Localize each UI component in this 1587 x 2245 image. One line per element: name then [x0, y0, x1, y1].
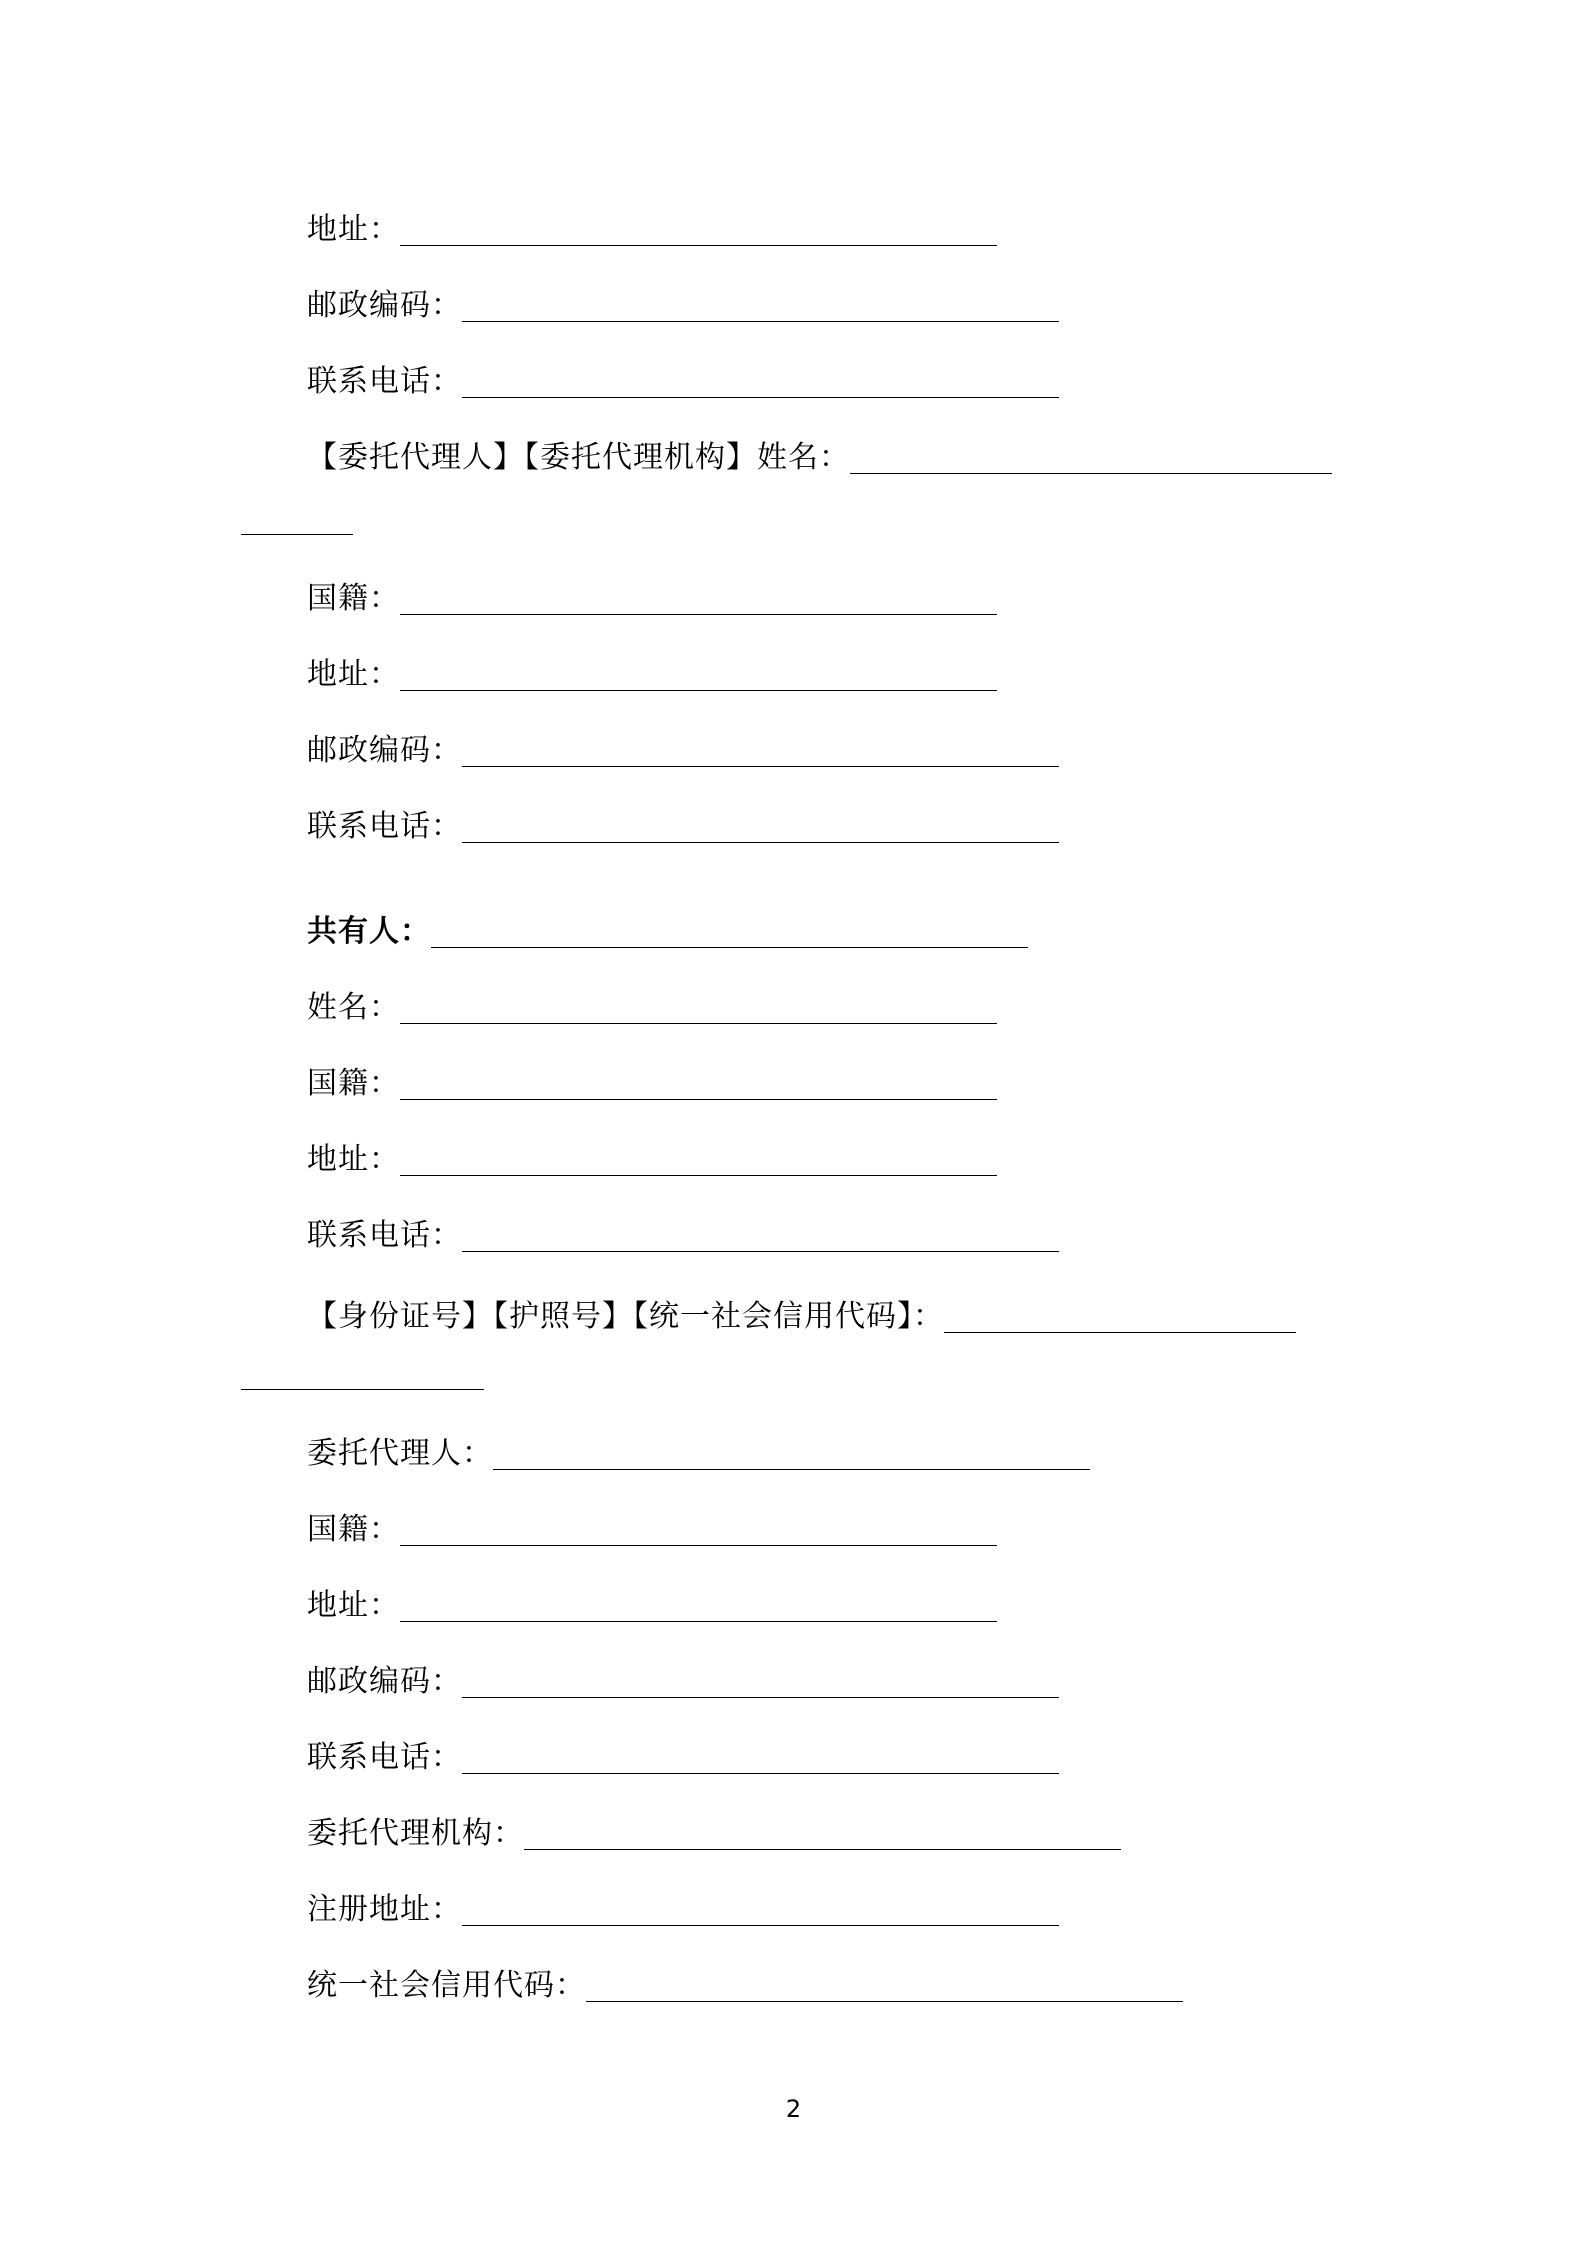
phone-field — [307, 795, 1059, 847]
nationality-field — [307, 1498, 997, 1550]
field-label: 姓名： — [307, 990, 400, 1025]
field-label: 国籍： — [307, 1512, 400, 1547]
fill-in-line[interactable] — [400, 1099, 997, 1100]
address-field — [307, 1128, 997, 1180]
fill-in-line-continuation[interactable] — [241, 534, 353, 535]
field-label: 【委托代理人】【委托代理机构】姓名： — [307, 440, 850, 475]
field-label: 委托代理人： — [307, 1436, 493, 1471]
field-label: 【身份证号】【护照号】【统一社会信用代码】： — [307, 1299, 944, 1334]
fill-in-line[interactable] — [400, 1545, 997, 1546]
field-label: 国籍： — [307, 581, 400, 616]
name-field — [307, 976, 997, 1028]
fill-in-line[interactable] — [462, 397, 1059, 398]
agent-name-field — [307, 426, 1332, 478]
fill-in-line[interactable] — [462, 766, 1059, 767]
field-label: 邮政编码： — [307, 1664, 462, 1699]
field-label: 邮政编码： — [307, 733, 462, 768]
fill-in-line[interactable] — [400, 1621, 997, 1622]
postcode-field — [307, 719, 1059, 771]
field-label: 联系电话： — [307, 1218, 462, 1253]
fill-in-line[interactable] — [850, 473, 1332, 474]
postcode-field — [307, 274, 1059, 326]
field-label: 国籍： — [307, 1066, 400, 1101]
fill-in-line[interactable] — [462, 1773, 1059, 1774]
field-label: 地址： — [307, 212, 400, 247]
field-label: 统一社会信用代码： — [307, 1968, 586, 2003]
co-owner-field — [307, 900, 1028, 952]
section-heading: 共有人： — [307, 914, 431, 949]
fill-in-line[interactable] — [524, 1849, 1121, 1850]
field-label: 联系电话： — [307, 1740, 462, 1775]
fill-in-line[interactable] — [400, 245, 997, 246]
fill-in-line[interactable] — [400, 1023, 997, 1024]
field-label: 地址： — [307, 657, 400, 692]
nationality-field — [307, 567, 997, 619]
phone-field — [307, 1726, 1059, 1778]
phone-field — [307, 1204, 1059, 1256]
fill-in-line[interactable] — [431, 947, 1028, 948]
address-field — [307, 643, 997, 695]
fill-in-line[interactable] — [462, 321, 1059, 322]
field-label: 地址： — [307, 1142, 400, 1177]
agent-person-field — [307, 1422, 1090, 1474]
registered-address-field — [307, 1878, 1059, 1930]
page-number: 2 — [785, 2095, 802, 2123]
field-label: 委托代理机构： — [307, 1816, 524, 1851]
fill-in-line[interactable] — [400, 614, 997, 615]
address-field — [307, 1574, 997, 1626]
id-number-field — [307, 1285, 1296, 1337]
fill-in-line-continuation[interactable] — [241, 1389, 484, 1390]
field-label: 联系电话： — [307, 809, 462, 844]
field-label: 邮政编码： — [307, 288, 462, 323]
fill-in-line[interactable] — [462, 1697, 1059, 1698]
fill-in-line[interactable] — [462, 1251, 1059, 1252]
field-label: 联系电话： — [307, 364, 462, 399]
fill-in-line[interactable] — [944, 1332, 1296, 1333]
field-label: 注册地址： — [307, 1892, 462, 1927]
field-label: 地址： — [307, 1588, 400, 1623]
fill-in-line[interactable] — [493, 1469, 1090, 1470]
fill-in-line[interactable] — [400, 690, 997, 691]
fill-in-line[interactable] — [462, 1925, 1059, 1926]
fill-in-line[interactable] — [586, 2001, 1183, 2002]
address-field — [307, 198, 997, 250]
credit-code-field — [307, 1954, 1183, 2006]
fill-in-line[interactable] — [400, 1175, 997, 1176]
agency-field — [307, 1802, 1121, 1854]
fill-in-line[interactable] — [462, 842, 1059, 843]
nationality-field — [307, 1052, 997, 1104]
phone-field — [307, 350, 1059, 402]
postcode-field — [307, 1650, 1059, 1702]
